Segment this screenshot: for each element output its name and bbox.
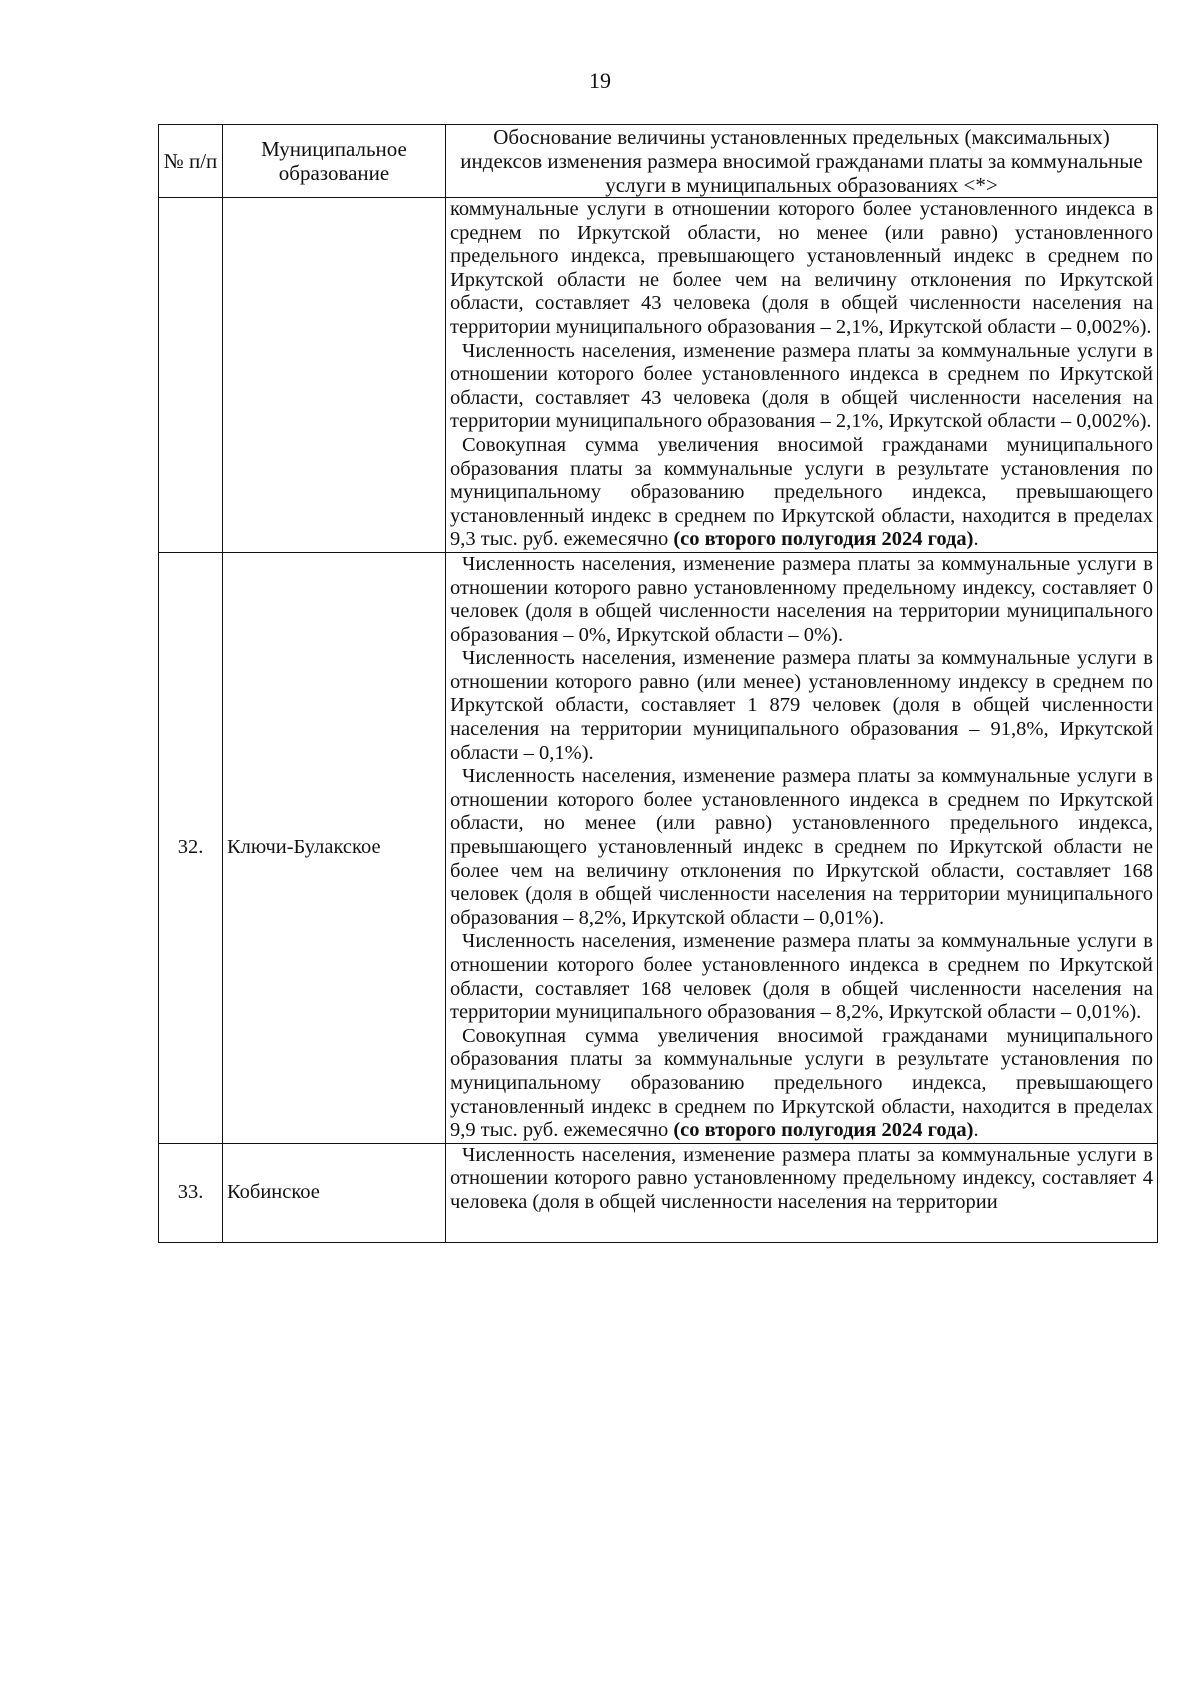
table-row (159, 198, 1158, 553)
table-header-row (159, 125, 1158, 198)
row-municipality: Ключи-Булакское (223, 552, 446, 1143)
paragraph: Численность населения, изменение размера платы за коммунальные услуги в отношении которого равно (или менее) установленному индексу в среднем по Иркутской области, составляет 1 879 человек (доля в общей численности населения на территории муниципального образования – 91,8%, Иркутской области – 0,1%). (450, 647, 1153, 764)
header-municipality: Муниципальное образование (223, 125, 446, 198)
period-note: (со второго полугодия 2024 года) (673, 1119, 974, 1142)
paragraph: Численность населения, изменение размера платы за коммунальные услуги в отношении которого более установленного индекса в среднем по Иркутской области, но менее (или равно) установленного предельного индекса, превышающего установленный индекс в среднем по Иркутской области не более чем на величину отклонения по Иркутской области, составляет 168 человек (доля в общей численности населения на территории муниципального образования – 8,2%, Иркутской области – 0,01%). (450, 765, 1153, 929)
header-num: № п/п (159, 125, 223, 198)
paragraph: Численность населения, изменение размера платы за коммунальные услуги в отношении которого более установленного индекса в среднем по Иркутской области, составляет 43 человека (доля в общей численности населения на территории муниципального образования – 2,1%, Иркутской области – 0,002%). (450, 339, 1153, 433)
paragraph-tail: . (973, 528, 979, 551)
table-row (159, 552, 1158, 1143)
row-municipality: Кобинское (223, 1143, 446, 1242)
row-num: 32. (159, 552, 223, 1143)
paragraph: Численность населения, изменение размера платы за коммунальные услуги в отношении которого равно установленному предельному индексу, составляет 0 человек (доля в общей численности населения на территории муниципального образования – 0%, Иркутской области – 0%). (450, 552, 1153, 646)
justification-table (158, 124, 1158, 1243)
paragraph-tail: . (973, 1119, 979, 1142)
row-num: 33. (159, 1143, 223, 1242)
paragraph-text: Совокупная сумма увеличения вносимой гражданами муниципального образования платы за коммунальные услуги в результате установления по муниципальному образованию предельного индекса, превышающего установленный индекс в среднем по Иркутской области, находится в пределах 9,9 тыс. руб. ежемесячно (450, 1024, 1153, 1142)
paragraph: Численность населения, изменение размера платы за коммунальные услуги в отношении которого более установленного индекса в среднем по Иркутской области, составляет 168 человек (доля в общей численности населения на территории муниципального образования – 8,2%, Иркутской области – 0,01%). (450, 930, 1153, 1024)
paragraph (450, 1025, 1153, 1143)
row-justification (446, 552, 1158, 1143)
table-row (159, 1143, 1158, 1242)
row-num (159, 198, 223, 553)
paragraph: коммунальные услуги в отношении которого более установленного индекса в среднем по Иркутской области, но менее (или равно) установленного предельного индекса, превышающего установленный индекс в среднем по Иркутской области не более чем на величину отклонения по Иркутской области, составляет 43 человека (доля в общей численности населения на территории муниципального образования – 2,1%, Иркутской области – 0,002%). (450, 198, 1153, 338)
paragraph (450, 434, 1153, 552)
page-number: 19 (589, 68, 611, 93)
paragraph-text: Совокупная сумма увеличения вносимой гражданами муниципального образования платы за коммунальные услуги в результате установления по муниципальному образованию предельного индекса, превышающего установленный индекс в среднем по Иркутской области, находится в пределах 9,3 тыс. руб. ежемесячно (450, 433, 1153, 551)
paragraph: Численность населения, изменение размера платы за коммунальные услуги в отношении которого равно установленному предельному индексу, составляет 4 человека (доля в общей численности населения на территории (450, 1143, 1153, 1213)
row-justification (446, 1143, 1158, 1242)
row-justification (446, 198, 1158, 553)
period-note: (со второго полугодия 2024 года) (673, 528, 974, 551)
row-municipality (223, 198, 446, 553)
header-justification: Обоснование величины установленных предельных (максимальных) индексов изменения размера вносимой гражданами платы за коммунальные услуги в муниципальных образованиях <*> (446, 125, 1158, 198)
